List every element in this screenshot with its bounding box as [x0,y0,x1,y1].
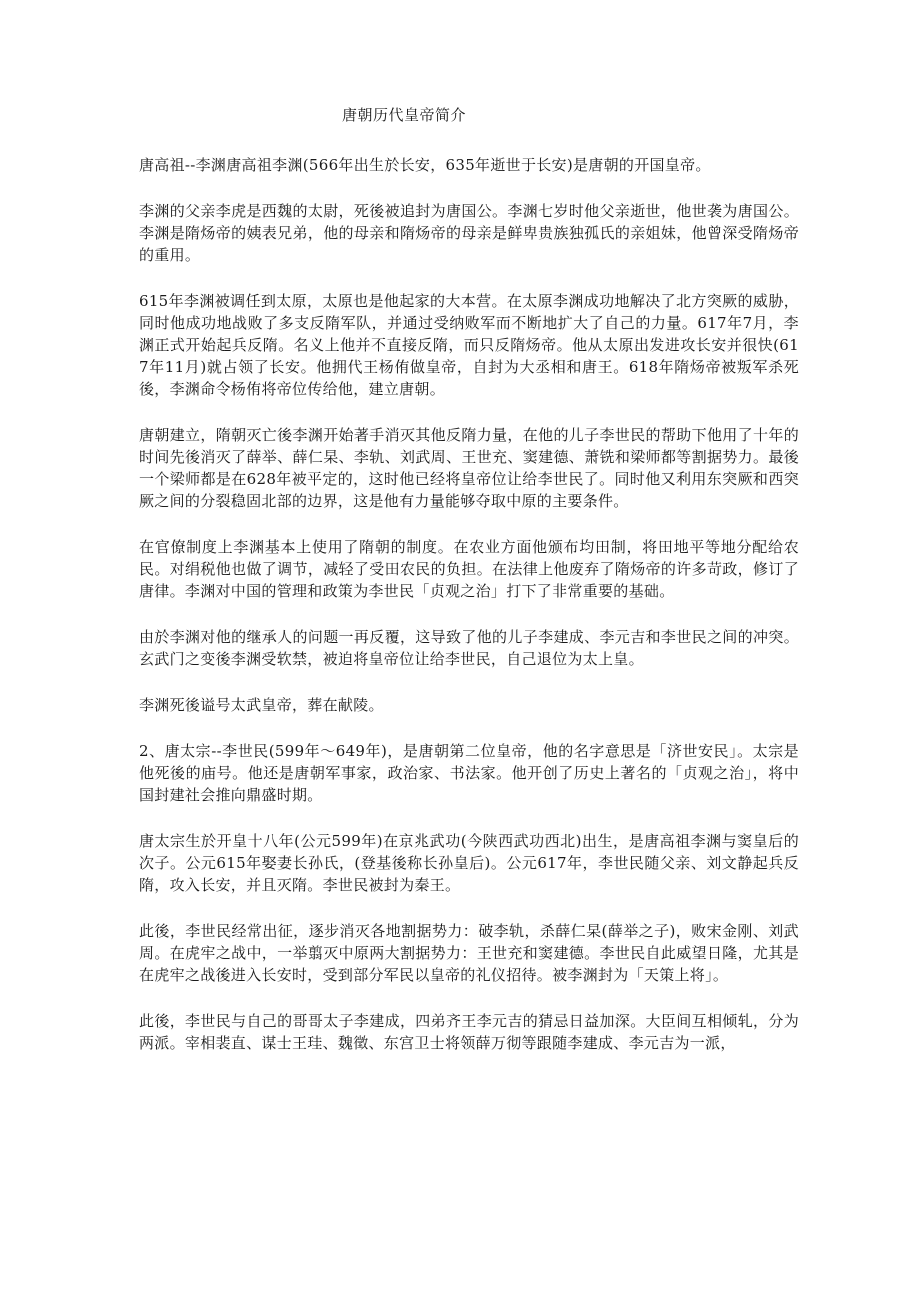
paragraph-1: 唐高祖--李渊唐高祖李渊(566年出生於长安，635年逝世于长安)是唐朝的开国皇帝。 [139,156,711,174]
paragraph-3: 615年李渊被调任到太原，太原也是他起家的大本营。在太原李渊成功地解决了北方突厥的威胁，同时他成功地战败了多支反隋军队，并通过受纳败军而不断地扩大了自己的力量。617年7月，李渊正式开始起兵反隋。名义上他并不直接反隋，而只反隋炀帝。他从太原出发进攻长安并很快(617年11月)就占领了长安。他拥代王杨侑做皇帝，自封为大丞相和唐王。618年隋炀帝被叛军杀死後，李渊命令杨侑将帝位传给他，建立唐朝。 [139,292,799,398]
paragraph-8: 2、唐太宗--李世民(599年～649年)，是唐朝第二位皇帝，他的名字意思是「济世安民」。太宗是他死後的庙号。他还是唐朝军事家，政治家、书法家。他开创了历史上著名的「贞观之治」，将中国封建社会推向鼎盛时期。 [139,742,799,804]
paragraph-7: 李渊死後谥号太武皇帝，葬在献陵。 [139,696,384,714]
paragraph-4: 唐朝建立，隋朝灭亡後李渊开始著手消灭其他反隋力量，在他的儿子李世民的帮助下他用了十年的时间先後消灭了薛举、薛仁杲、李轨、刘武周、王世充、窦建德、萧铣和梁师都等割据势力。最後一个梁师都是在628年被平定的，这时他已经将皇帝位让给李世民了。同时他又利用东突厥和西突厥之间的分裂稳固北部的边界，这是他有力量能够夺取中原的主要条件。 [139,426,799,510]
paragraph-9: 唐太宗生於开皇十八年(公元599年)在京兆武功(今陕西武功西北)出生，是唐高祖李渊与窦皇后的次子。公元615年娶妻长孙氏，(登基後称长孙皇后)。公元617年，李世民随父亲、刘文静起兵反隋，攻入长安，并且灭隋。李世民被封为秦王。 [139,832,799,894]
paragraph-11: 此後，李世民与自己的哥哥太子李建成，四弟齐王李元吉的猜忌日益加深。大臣间互相倾轧，分为两派。宰相裴直、谋士王珪、魏徵、东宫卫士将领薛万彻等跟随李建成、李元吉为一派， [139,1012,799,1052]
paragraph-6: 由於李渊对他的继承人的问题一再反覆，这导致了他的儿子李建成、李元吉和李世民之间的冲突。玄武门之变後李渊受软禁，被迫将皇帝位让给李世民，自己退位为太上皇。 [139,628,799,668]
paragraph-10: 此後，李世民经常出征，逐步消灭各地割据势力：破李轨，杀薛仁杲(薛举之子)，败宋金刚、刘武周。在虎牢之战中，一举翦灭中原两大割据势力：王世充和窦建德。李世民自此威望日隆，尤其是在虎牢之战後进入长安时，受到部分军民以皇帝的礼仪招待。被李渊封为「天策上将」。 [139,922,799,984]
document-page [139,104,799,1054]
document-title: 唐朝历代皇帝简介 [342,106,467,124]
paragraph-5: 在官僚制度上李渊基本上使用了隋朝的制度。在农业方面他颁布均田制，将田地平等地分配给农民。对绢税他也做了调节，减轻了受田农民的负担。在法律上他废弃了隋炀帝的许多苛政，修订了唐律。李渊对中国的管理和政策为李世民「贞观之治」打下了非常重要的基础。 [139,538,799,600]
paragraph-2: 李渊的父亲李虎是西魏的太尉，死後被追封为唐国公。李渊七岁时他父亲逝世，他世袭为唐国公。李渊是隋炀帝的姨表兄弟，他的母亲和隋炀帝的母亲是鲜卑贵族独孤氏的亲姐妹，他曾深受隋炀帝的重用。 [139,202,799,264]
